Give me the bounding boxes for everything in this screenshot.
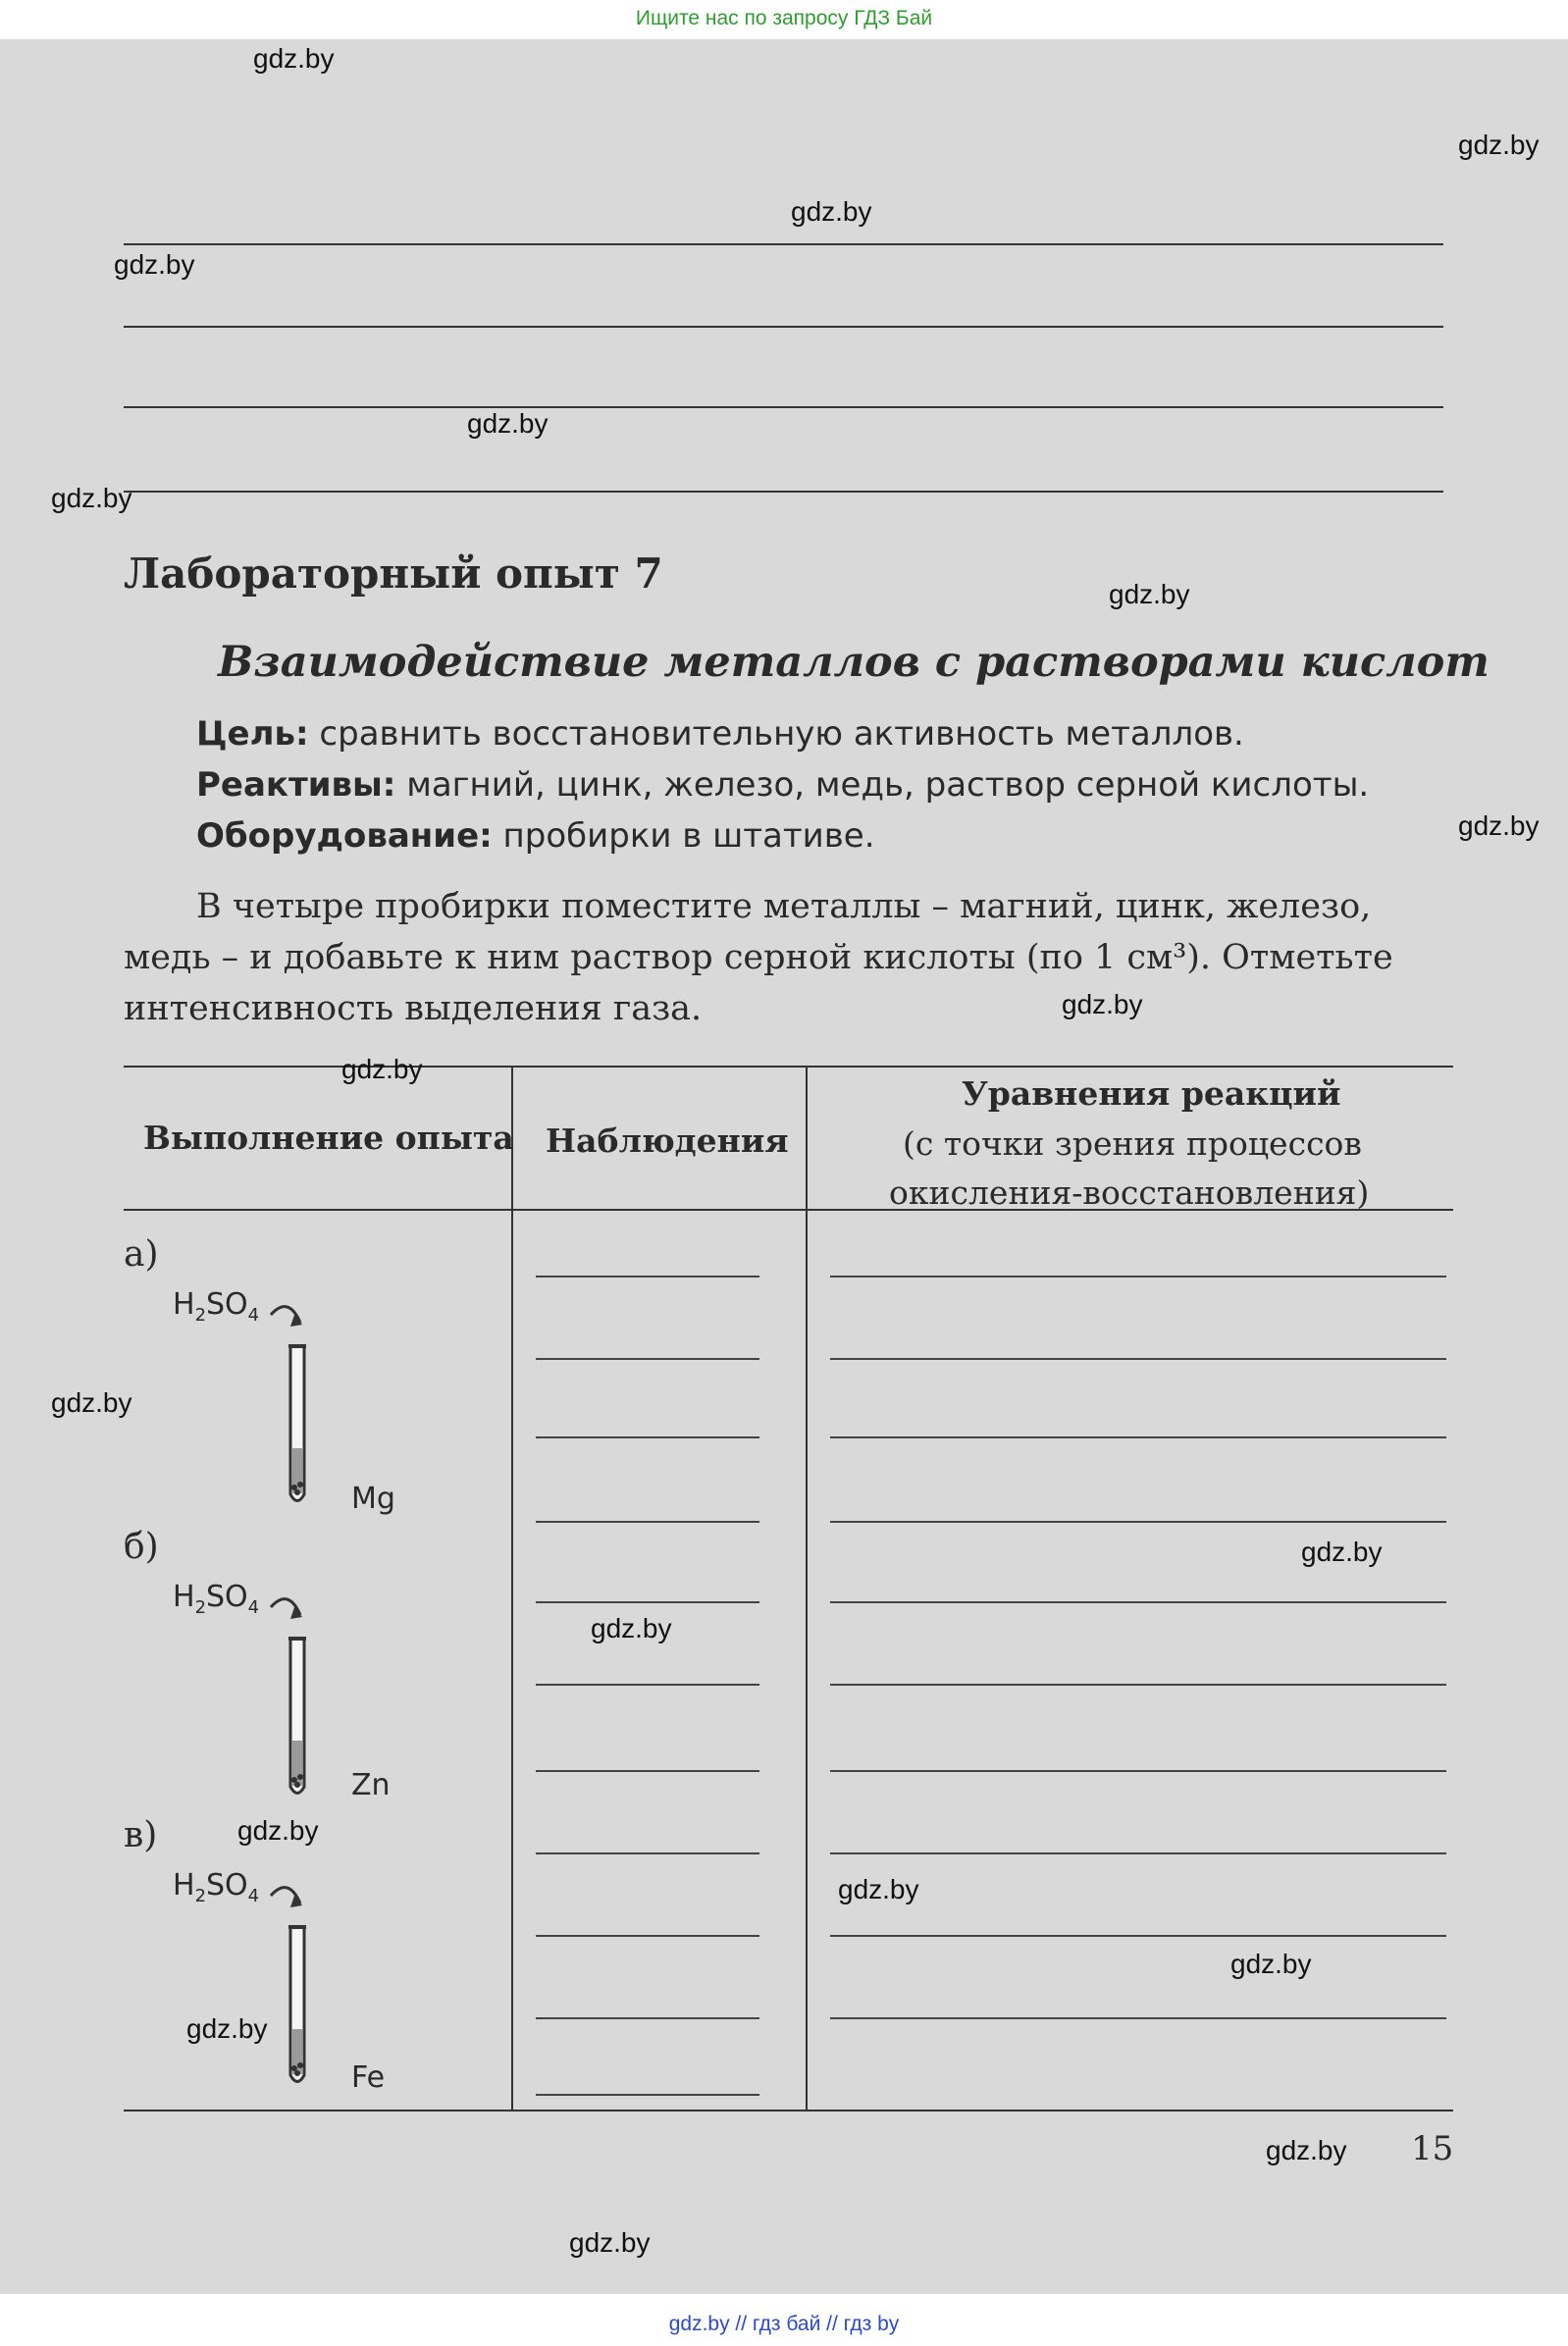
reagents-text: магний, цинк, железо, медь, раствор серной кислоты. [395, 765, 1370, 805]
answer-line [124, 406, 1443, 408]
table-top-border [124, 1066, 1453, 1068]
watermark: gdz.by [51, 483, 132, 513]
answer-line [124, 243, 1443, 245]
acid-label: $H_2SO_4$ [173, 1580, 260, 1618]
goal-line [196, 714, 1244, 754]
table-bottom-border [124, 2110, 1453, 2111]
observation-line [536, 1935, 759, 1937]
watermark: gdz.by [791, 196, 872, 227]
lab-title: Лабораторный опыт 7 [124, 549, 663, 598]
acid-label: $H_2SO_4$ [173, 1868, 260, 1906]
test-tube-icon [267, 1586, 326, 1803]
equipment-line [196, 816, 875, 856]
watermark: gdz.by [51, 1387, 132, 1418]
page-number: 15 [1411, 2129, 1454, 2168]
equation-line [830, 1684, 1446, 1686]
watermark: gdz.by [1062, 989, 1143, 1019]
watermark: gdz.by [237, 1815, 319, 1846]
watermark: gdz.by [838, 1874, 919, 1904]
table-header-equations-note: окисления-восстановления) [889, 1173, 1370, 1212]
table-column-divider [806, 1066, 808, 2111]
row-label-a: а) [124, 1234, 159, 1275]
watermark: gdz.by [591, 1613, 672, 1643]
watermark: gdz.by [467, 408, 549, 439]
observation-line [536, 1521, 759, 1523]
bottom-banner[interactable]: gdz.by // гдз бай // гдз by [668, 2313, 900, 2335]
metal-label: Mg [351, 1482, 395, 1516]
equation-line [830, 1276, 1446, 1277]
observation-line [536, 1358, 759, 1360]
equation-line [830, 1521, 1446, 1523]
equation-line [830, 1852, 1446, 1854]
watermark: gdz.by [1109, 579, 1190, 609]
answer-line [124, 491, 1443, 493]
table-header-observations: Наблюдения [546, 1121, 789, 1160]
equation-line [830, 2017, 1446, 2019]
reagents-line [196, 765, 1369, 805]
equation-line [830, 1436, 1446, 1438]
row-label-v: в) [124, 1815, 158, 1855]
watermark: gdz.by [1266, 2135, 1347, 2165]
equipment-text: пробирки в штативе. [492, 816, 875, 856]
instruction-line: В четыре пробирки поместите металлы – магний, цинк, железо, [196, 887, 1372, 926]
watermark: gdz.by [1301, 1537, 1383, 1567]
observation-line [536, 1770, 759, 1772]
metal-label: Zn [351, 1768, 391, 1802]
test-tube-icon [267, 1874, 326, 2092]
watermark: gdz.by [114, 249, 195, 280]
watermark: gdz.by [253, 43, 335, 74]
table-column-divider [511, 1066, 513, 2111]
table-header-equations: Уравнения реакций [962, 1074, 1341, 1113]
equation-line [830, 1770, 1446, 1772]
table-header-experiment: Выполнение опыта [143, 1119, 514, 1157]
watermark: gdz.by [569, 2227, 651, 2258]
reagents-label: Реактивы: [196, 765, 396, 805]
equation-line [830, 1601, 1446, 1603]
watermark: gdz.by [1230, 1949, 1312, 1979]
acid-label: $H_2SO_4$ [173, 1287, 260, 1326]
row-label-b: б) [124, 1527, 159, 1567]
metal-label: Fe [351, 2060, 386, 2095]
observation-line [536, 2017, 759, 2019]
equation-line [830, 1358, 1446, 1360]
watermark: gdz.by [1458, 810, 1540, 841]
watermark: gdz.by [341, 1054, 423, 1084]
lab-subtitle: Взаимодействие металлов с растворами кислот [218, 638, 1490, 687]
observation-line [536, 1601, 759, 1603]
instruction-line: медь – и добавьте к ним раствор серной кислоты (по 1 см³). Отметьте [124, 938, 1393, 977]
top-banner[interactable]: Ищите нас по запросу ГДЗ Бай [635, 7, 933, 29]
watermark: gdz.by [186, 2013, 268, 2044]
equipment-label: Оборудование: [196, 816, 493, 856]
watermark: gdz.by [1458, 130, 1540, 160]
equation-line [830, 1935, 1446, 1937]
goal-label: Цель: [196, 714, 309, 754]
table-header-equations-note: (с точки зрения процессов [903, 1124, 1362, 1163]
workbook-page [0, 39, 1568, 2294]
observation-line [536, 1852, 759, 1854]
observation-line [536, 1276, 759, 1277]
observation-line [536, 2094, 759, 2096]
test-tube-icon [267, 1293, 326, 1511]
answer-line [124, 326, 1443, 328]
instruction-line: интенсивность выделения газа. [124, 989, 703, 1028]
goal-text: сравнить восстановительную активность металлов. [308, 714, 1244, 754]
observation-line [536, 1684, 759, 1686]
observation-line [536, 1436, 759, 1438]
